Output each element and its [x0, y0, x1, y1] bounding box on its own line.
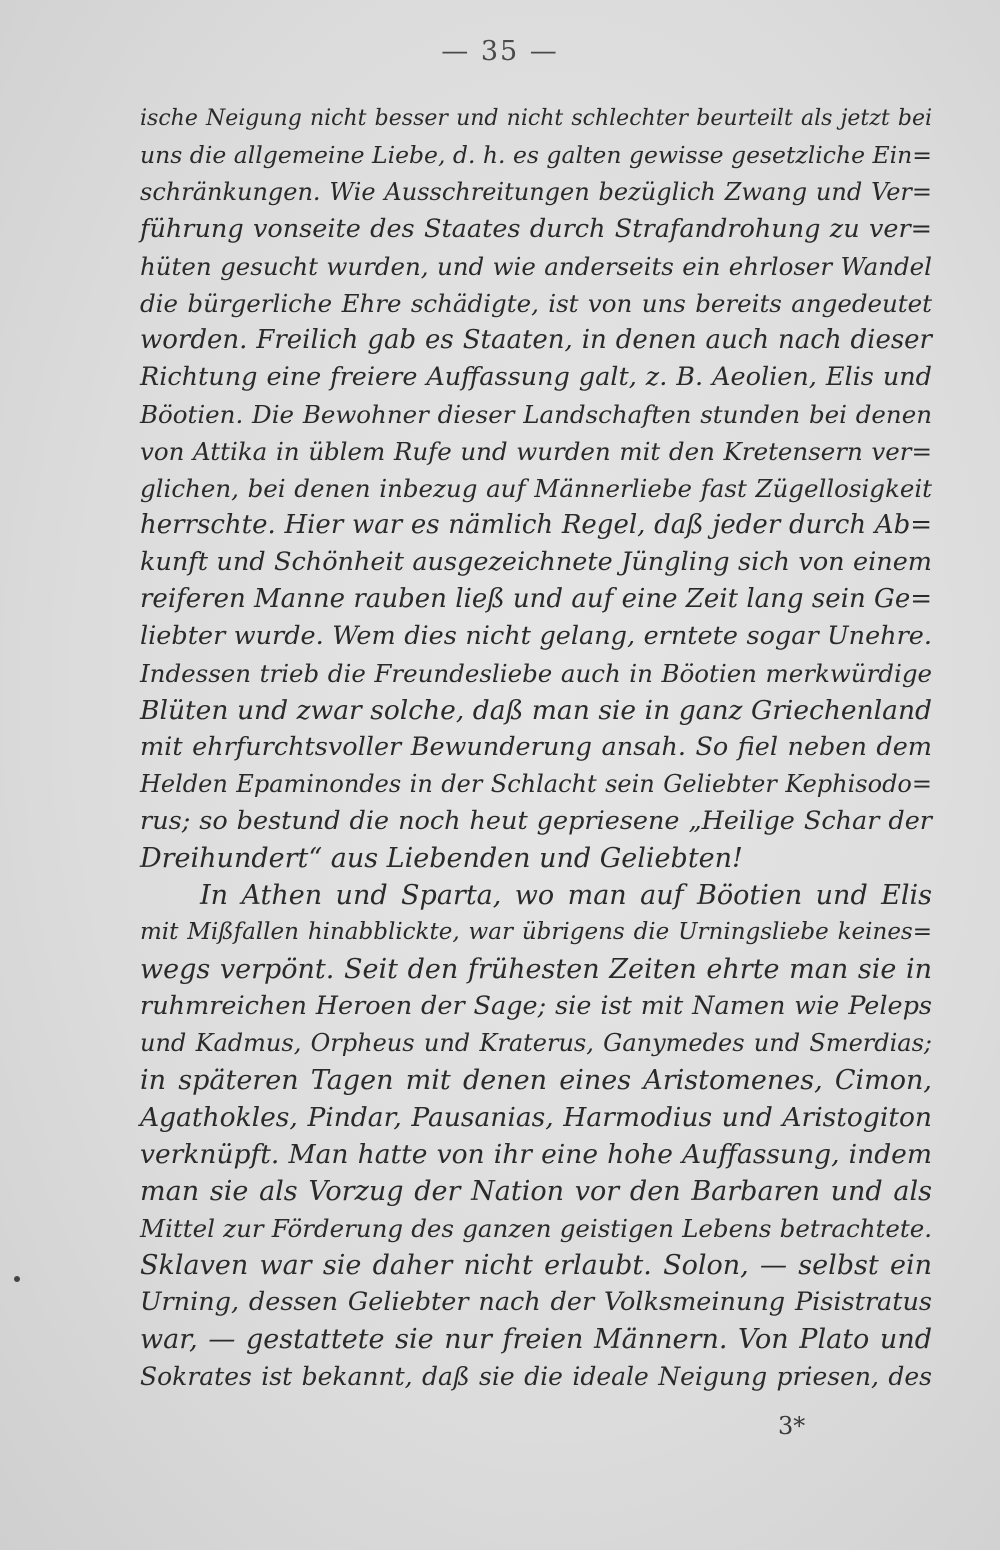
text-line: in späteren Tagen mit denen eines Aristomenes, Cimon, — [140, 1065, 932, 1096]
page-body-text — [140, 100, 932, 1395]
text-line: und Kadmus, Orpheus und Kraterus, Ganymedes und Smerdias; — [140, 1029, 932, 1057]
text-line: Mittel zur Förderung des ganzen geistigen Lebens betrachtete. — [140, 1214, 932, 1243]
text-line: Sklaven war sie daher nicht erlaubt. Solon, — selbst ein — [140, 1250, 932, 1281]
page-number-header: — 35 — — [441, 36, 559, 67]
text-line: Blüten und zwar solche, daß man sie in ganz Griechenland — [140, 695, 932, 726]
text-line: war, — gestattete sie nur freien Männern. Von Plato und — [140, 1324, 932, 1355]
text-line: reiferen Manne rauben ließ und auf eine Zeit lang sein Ge= — [140, 584, 932, 614]
text-line: mit ehrfurchtsvoller Bewunderung ansah. So fiel neben dem — [140, 732, 932, 762]
text-line: Indessen trieb die Freundesliebe auch in Böotien merkwürdige — [140, 659, 932, 688]
text-line: Richtung eine freiere Auffassung galt, z. B. Aeolien, Elis und — [140, 362, 932, 392]
text-line: Urning, dessen Geliebter nach der Volksmeinung Pisistratus — [140, 1287, 932, 1317]
text-line: uns die allgemeine Liebe, d. h. es galten gewisse gesetzliche Ein= — [140, 141, 932, 169]
text-line: von Attika in üblem Rufe und wurden mit den Kretensern ver= — [140, 437, 932, 466]
text-line: Sokrates ist bekannt, daß sie die ideale Neigung priesen, des — [140, 1362, 932, 1391]
text-line: ische Neigung nicht besser und nicht schlechter beurteilt als jetzt bei — [140, 106, 932, 131]
text-line: mit Mißfallen hinabblickte, war übrigens die Urningsliebe keines= — [140, 919, 932, 945]
text-line: Böotien. Die Bewohner dieser Landschaften stunden bei denen — [140, 400, 932, 429]
text-line: man sie als Vorzug der Nation vor den Barbaren und als — [140, 1176, 932, 1207]
text-line: wegs verpönt. Seit den frühesten Zeiten ehrte man sie in — [140, 954, 932, 985]
text-line: herrschte. Hier war es nämlich Regel, daß jeder durch Ab= — [140, 510, 932, 540]
text-line: glichen, bei denen inbezug auf Männerliebe fast Zügellosigkeit — [140, 474, 932, 503]
text-line: Helden Epaminondes in der Schlacht sein Geliebter Kephisodo= — [140, 770, 932, 798]
text-line: worden. Freilich gab es Staaten, in denen auch nach dieser — [140, 325, 932, 355]
text-line: rus; so bestund die noch heut gepriesene „Heilige Schar der — [140, 806, 932, 836]
signature-mark: 3* — [778, 1412, 806, 1440]
text-line: Dreihundert“ aus Liebenden und Geliebten! — [140, 843, 743, 874]
ink-speck — [14, 1276, 20, 1282]
text-line: ruhmreichen Heroen der Sage; sie ist mit Namen wie Peleps — [140, 991, 932, 1021]
text-line: verknüpft. Man hatte von ihr eine hohe Auffassung, indem — [140, 1139, 932, 1170]
text-line: die bürgerliche Ehre schädigte, ist von uns bereits angedeutet — [140, 289, 932, 318]
text-line: schränkungen. Wie Ausschreitungen bezüglich Zwang und Ver= — [140, 178, 932, 206]
text-line: führung vonseite des Staates durch Strafandrohung zu ver= — [140, 214, 932, 244]
text-line: In Athen und Sparta, wo man auf Böotien und Elis — [200, 880, 932, 911]
text-line: liebter wurde. Wem dies nicht gelang, erntete sogar Unehre. — [140, 621, 932, 651]
text-line: kunft und Schönheit ausgezeichnete Jüngling sich von einem — [140, 547, 932, 577]
text-line: hüten gesucht wurden, und wie anderseits ein ehrloser Wandel — [140, 252, 932, 281]
text-line: Agathokles, Pindar, Pausanias, Harmodius und Aristogiton — [140, 1102, 932, 1133]
